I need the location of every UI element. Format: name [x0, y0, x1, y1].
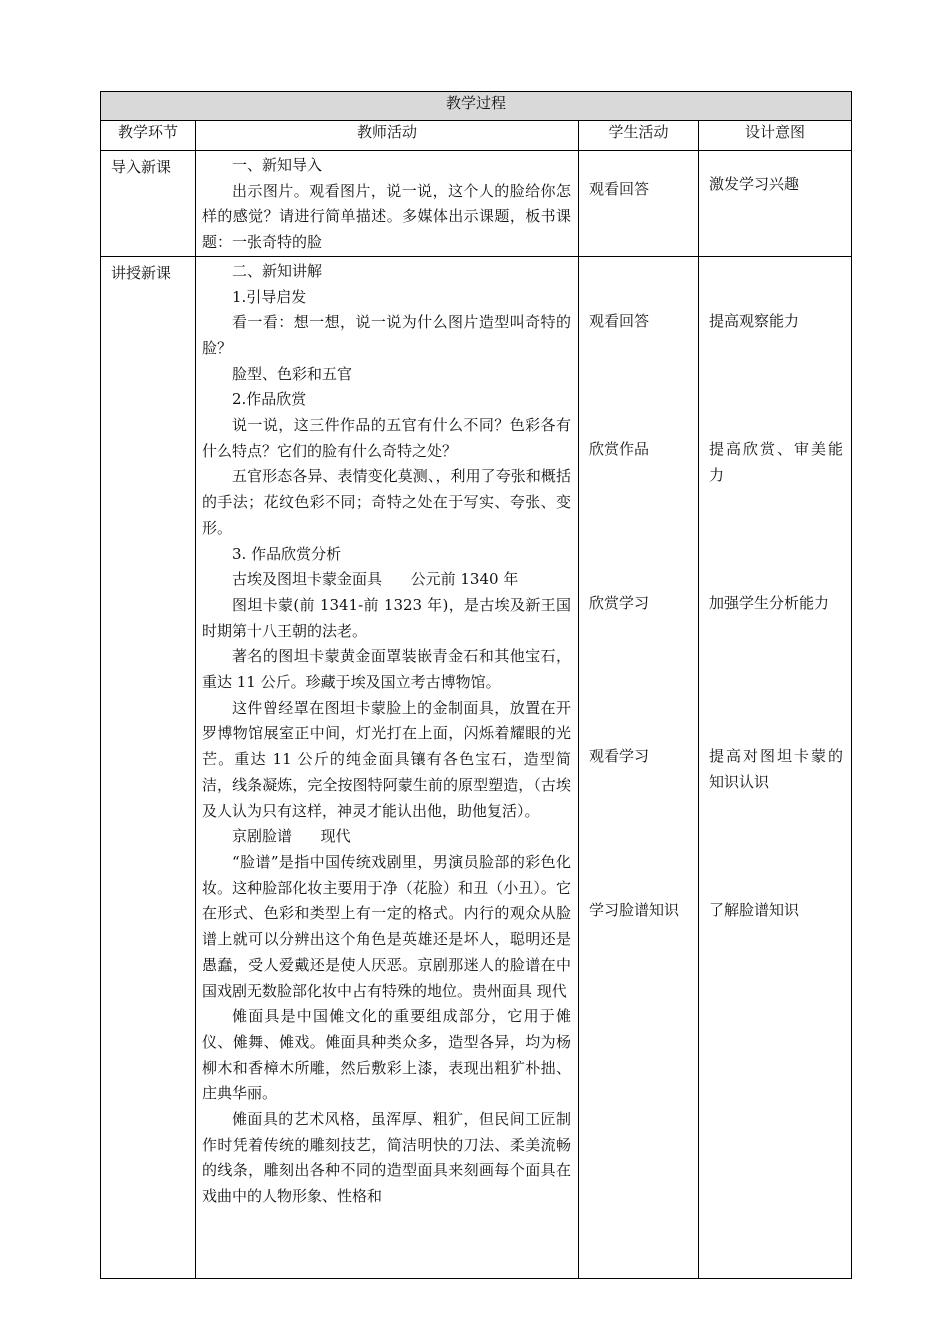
teacher-paragraph: “脸谱”是指中国传统戏剧里，男演员脸部的彩色化妆。这种脸部化妆主要用于净（花脸）和丑（小丑）。它在形式、色彩和类型上有一定的格式。内行的观众从脸谱上就可以分辨出这个角色是英雄还是坏人，聪明还是愚蠢，受人爱戴还是使人厌恶。京剧那迷人的脸谱在中国戏剧无数脸部化妆中占有特殊的地位。贵州面具 现代	[202, 852, 571, 1000]
table-header-row	[101, 121, 852, 151]
teacher-paragraph: 说一说，这三件作品的五官有什么不同？色彩各有什么特点？它们的脸有什么奇特之处？	[202, 416, 571, 460]
table-row	[101, 256, 852, 1278]
student-activity-text: 欣赏学习	[589, 593, 650, 612]
teacher-paragraph: 傩面具的艺术风格，虽浑厚、粗犷，但民间工匠制作时凭着传统的雕刻技艺，简洁明快的刀法、柔美流畅的线条，雕刻出各种不同的造型面具来刻画每个面具在戏曲中的人物形象、性格和	[202, 1110, 571, 1206]
student-activity-text: 学习脸谱知识	[589, 900, 680, 919]
stage-cell: 讲授新课	[101, 256, 196, 1278]
teacher-paragraph: 古埃及图坦卡蒙金面具 公元前 1340 年	[232, 570, 519, 589]
teacher-paragraph: 傩面具是中国傩文化的重要组成部分，它用于傩仪、傩舞、傩戏。傩面具种类众多，造型各异，均为杨柳木和香樟木所雕，然后敷彩上漆，表现出粗犷朴拙、庄典华丽。	[202, 1007, 571, 1103]
header-design-intent: 设计意图	[699, 121, 852, 151]
design-intent-cell	[699, 256, 852, 1278]
table-title-row	[101, 92, 852, 121]
design-intent-text: 提高欣赏、审美能力	[709, 439, 844, 484]
teacher-paragraph: 3. 作品欣赏分析	[232, 544, 342, 563]
student-activity-text: 观看回答	[589, 180, 650, 198]
header-student-activity: 学生活动	[579, 121, 699, 151]
teacher-activity-cell	[196, 151, 579, 257]
teacher-paragraph: 一、新知导入	[232, 156, 323, 174]
student-activity-cell	[579, 256, 699, 1278]
teacher-paragraph: 这件曾经罩在图坦卡蒙脸上的金制面具，放置在开罗博物馆展室正中间，灯光打在上面，闪烁着耀眼的光芒。重达 11 公斤的纯金面具镶有各色宝石，造型简洁，线条凝炼，完全按图特阿蒙生前的原型塑造，（古埃及人认为只有这样，神灵才能认出他，助他复活）。	[202, 698, 571, 820]
design-intent-text: 加强学生分析能力	[709, 593, 830, 612]
teacher-paragraph: 著名的图坦卡蒙黄金面罩装嵌青金石和其他宝石，重达 11 公斤。珍藏于埃及国立考古博物馆。	[202, 647, 571, 692]
header-stage: 教学环节	[101, 121, 196, 151]
design-intent-text: 了解脸谱知识	[709, 900, 800, 919]
teacher-paragraph: 二、新知讲解	[232, 261, 323, 280]
student-activity-text: 欣赏作品	[589, 439, 650, 458]
design-intent-cell	[699, 151, 852, 257]
teacher-paragraph: 1.引导启发	[232, 287, 307, 306]
teacher-paragraph: 看一看：想一想，说一说为什么图片造型叫奇特的脸？	[202, 313, 571, 357]
teacher-paragraph: 五官形态各异、表情变化莫测、，利用了夸张和概括的手法；花纹色彩不同；奇特之处在于写实、夸张、变形。	[202, 467, 571, 537]
student-activity-cell	[579, 151, 699, 257]
teacher-paragraph: 出示图片。观看图片，说一说，这个人的脸给你怎样的感觉？请进行简单描述。多媒体出示课题，板书课题：一张奇特的脸	[202, 181, 571, 252]
teacher-paragraph: 脸型、色彩和五官	[232, 364, 353, 383]
stage-cell: 导入新课	[101, 151, 196, 257]
student-activity-text: 观看学习	[589, 746, 650, 765]
teacher-paragraph: 图坦卡蒙(前 1341-前 1323 年)，是古埃及新王国时期第十八王朝的法老。	[202, 595, 571, 640]
table-title: 教学过程	[101, 92, 852, 121]
teaching-process-table	[100, 91, 852, 1279]
teacher-paragraph: 京剧脸谱 现代	[232, 827, 351, 846]
design-intent-text: 提高观察能力	[709, 311, 800, 330]
design-intent-text: 激发学习兴趣	[709, 175, 800, 193]
table-row	[101, 151, 852, 257]
design-intent-text: 提高对图坦卡蒙的知识认识	[709, 746, 844, 791]
header-teacher-activity: 教师活动	[196, 121, 579, 151]
teacher-paragraph: 2.作品欣赏	[232, 390, 307, 409]
student-activity-text: 观看回答	[589, 311, 650, 330]
teacher-activity-cell	[196, 256, 579, 1278]
